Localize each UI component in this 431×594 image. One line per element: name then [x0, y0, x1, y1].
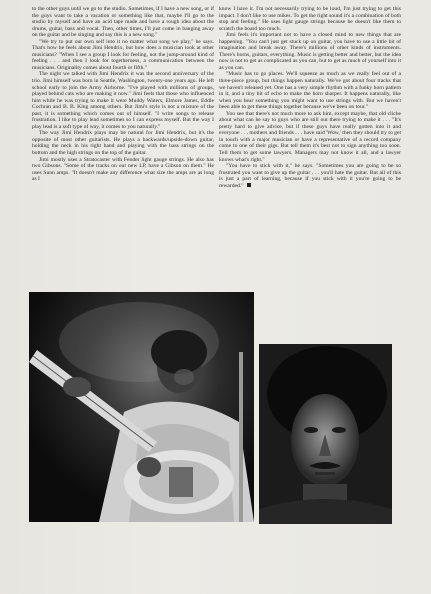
paragraph: Jimi feels it's important not to have a closed mind to new things that are happening. "You can't just get stuck up on guitar, you have to use a little bit of imagination and break away. There's millions of other kinds of instruments. There's horns, guitars, everything. Music is getting better and better, but the idea now is not to get as complicated as you can, but to get as much of yourself into it as you can.	[219, 32, 401, 71]
photo-performer-image	[29, 292, 254, 522]
photo-performer	[29, 292, 254, 522]
paragraph: The night we talked with Jimi Hendrix it was the second anniversary of the trio. Jimi himself was born in Seattle, Washington, twenty-one years ago. He left school early to join the Army Airborne. "I've played with millions of groups, played behind cats who are making it now." Jimi feels that those who influenced him while he was trying to make it were Muddy Waters, Elmore James, Eddie Cochran and B. B. King among others. But Jimi's style is not a mixture of the past, it is something which comes out of himself. "I write songs to release frustration. I like to play lead sometimes so I can express myself. But the way I play lead is a soft type of way, it comes to you naturally."	[32, 71, 214, 130]
paragraph: The way Jimi Hendrix plays may be natural for Jimi Hendrix, but it's the opposite of most other guitarists. He plays a backwards/upside-down guitar, holding the neck in his right hand and playing with the bass strings on the bottom and the high strings on the top of the guitar.	[32, 130, 214, 157]
paragraph: You see that there's not much more to ask him, except maybe, that old cliche about what can he say to guys who are still out there trying to make it . . . "It's pretty hard to give advice, but if these guys have really gotten into it and everyone . . . mothers and friends . . . have said 'Wow,' then they should try to get in touch with a major musician or have a representative of a record company come to one of their gigs. But tell them it's best not to sign anything too soon. Tell them to get some lawyers. Managers may not know it all, and a lawyer knows what's right."	[219, 110, 401, 163]
paragraph: "Music has to go places. We'll squeeze as much as we really feel out of a three-piece group, but things happen naturally. We've got about four tracks that we haven't released yet. One has a very simple rhythm with a funky horn pattern in it, and a tiny bit of echo to make the horn sharper. It happens naturally, like when you hear something you might want to use strings with. But we haven't been able to get these things together because we've been on tour."	[219, 71, 401, 111]
paragraph: "We try to put our own self into it no matter what song we play," he says. That's how he feels about Jimi Hendrix, but how does a musician look at other musicians? "When I see a group I look for feeling, not the jump-around kind of feeling . . . and then I look for togetherness, a communication between the musicians. Originality comes about fourth or fifth."	[32, 38, 214, 71]
paragraph: know I have it. I'm not necessarily trying to be loud, I'm just trying to get this impact. I don't like to use mikes. To get the right sound it's a combination of both stop and feeling." He uses light gauge strings because he doesn't like them to scratch the board too much.	[219, 6, 401, 32]
paragraph-final	[219, 163, 401, 189]
paragraph-final-text: "You have to stick with it," he says. "Sometimes you are going to be so frustrated you want to give up the guitar . . . you'll hate the guitar. But all of this is just a part of learning, because if you stick with it you're going to be rewarded."	[219, 163, 401, 189]
paragraph: to the other guys until we go to the studio. Sometimes, if I have a new song, or if the guys want to take a vacation or something like that, maybe I'll go to the studio by myself and have an acid tape made and have a rough idea about the drums, guitar, bass and vocal. Then, other times, I'll just come in banging away on the guitar and be singing and say this is a new song."	[32, 6, 214, 39]
photo-portrait-image	[259, 344, 392, 524]
paragraph: Jimi mostly uses a Stratocaster with Fender light gauge strings. He also has two Gibsons. "Some of the tracks on our new LP, have a Gibson on them." He uses Sunn amps. "It doesn't make any difference what size the amps are as long as I	[32, 156, 214, 183]
article-column-right	[219, 6, 401, 189]
photo-portrait	[259, 344, 392, 524]
end-mark-icon	[247, 183, 251, 187]
article-column-left	[32, 6, 214, 183]
